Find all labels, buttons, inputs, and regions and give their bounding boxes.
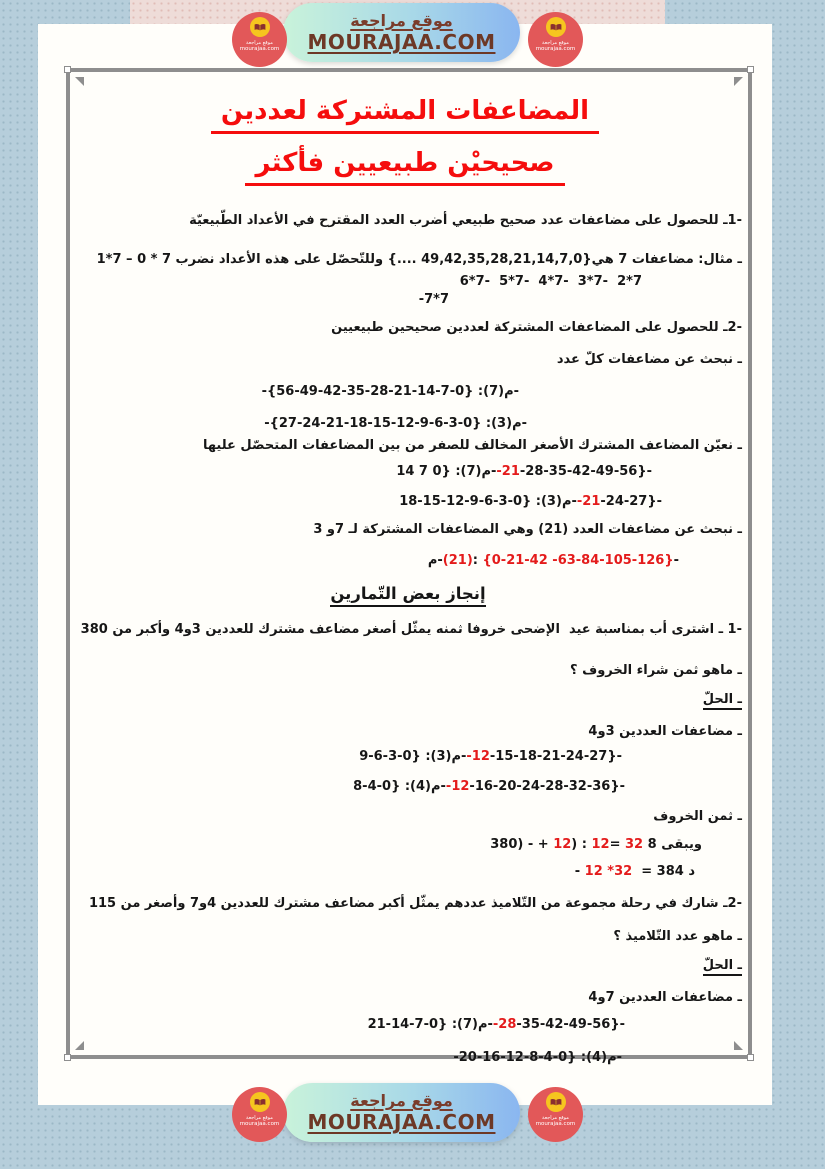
logo-text-domain: mourajaa.com (535, 46, 576, 52)
text-segment: 8-4-0} :(4)م- (353, 779, 446, 794)
site-domain: MOURAJAA.COM (307, 1110, 496, 1134)
text-segment: {.... 49,42,35,28,21,14,7,0} (383, 252, 592, 267)
text-segment: إنجاز بعض التّمارين (330, 584, 485, 607)
site-logo[interactable] (232, 12, 287, 67)
document-title-line1 (38, 96, 772, 134)
doc-line (74, 382, 742, 402)
text-segment: ـ ثمن الخروف (653, 809, 742, 824)
doc-line (74, 414, 742, 434)
text-segment: - (574, 864, 585, 879)
text-segment: 12 (553, 837, 572, 852)
text-segment: -35-42-49-56}- (516, 1017, 625, 1032)
text-segment: ويبقى (661, 837, 702, 852)
frame-corner-notch (64, 66, 71, 73)
text-segment: ـ نبحث عن مضاعفات العدد (21) وهي المضاعفات المشتركة لـ 7و 3 (313, 522, 742, 537)
doc-line (74, 807, 742, 827)
text-segment: = 384 (632, 864, 689, 879)
doc-line (74, 581, 742, 607)
doc-line (74, 620, 742, 640)
text-segment: 18-15-12-9-6-3-0} :(3)م- (399, 494, 577, 509)
logo-text-ar: موقع مراجعة (542, 1115, 569, 1121)
text-segment: 21-14-7-0} :(7)م- (367, 1017, 493, 1032)
logo-text-domain: mourajaa.com (239, 1121, 280, 1127)
site-logo[interactable] (528, 12, 583, 67)
doc-line (74, 1015, 742, 1035)
text-segment: -2ـ للحصول على المضاعفات المشتركة لعددين صحيحين طبيعيين (331, 320, 742, 335)
text-segment: -16-20-24-28-32-36}- (469, 779, 625, 794)
doc-line (74, 250, 742, 270)
text-segment: -2ـ شارك في رحلة مجموعة من التّلاميذ عددهم يمثّل أكبر مضاعف مشترك للعددين 4و7 وأصغر من 115 (88, 896, 742, 911)
text-segment: -15-18-21-24-27}- (489, 749, 622, 764)
text-segment: ـ مضاعفات العددين 3و4 (588, 724, 742, 739)
text-segment: ـ ماهو عدد التّلاميذ ؟ (613, 929, 742, 944)
text-segment: -21 (576, 494, 601, 509)
text-segment: 9-6-3-0} :(3)م- (359, 749, 467, 764)
frame-corner-ornament (734, 77, 743, 86)
doc-line (74, 436, 742, 456)
text-segment: {0-21-42 -63-84-105-126} (482, 553, 674, 568)
text-segment: -12 (466, 749, 490, 764)
text-segment: -28-35-42-49-56}- (519, 464, 652, 479)
doc-line (74, 690, 742, 710)
doc-line (74, 551, 742, 571)
logo-text-domain: mourajaa.com (535, 1121, 576, 1127)
text-segment: -24-27}- (600, 494, 662, 509)
doc-line (74, 777, 742, 797)
doc-line (74, 722, 742, 742)
title-text: المضاعفات المشتركة لعددين (211, 96, 599, 134)
frame-corner-notch (64, 1054, 71, 1061)
title-text: صحيحيْن طبيعيين فأكثر (245, 148, 564, 186)
text-segment: ـ نبحث عن مضاعفات كلّ عدد (556, 352, 742, 367)
frame-corner-notch (747, 1054, 754, 1061)
doc-line (74, 492, 742, 512)
doc-line (74, 956, 742, 976)
doc-line (74, 1048, 742, 1068)
text-segment: وللتّحصّل على هذه الأعداد نضرب (175, 252, 384, 267)
text-segment: -{56-49-42-35-28-21-14-7-0} :(7)م- (261, 384, 519, 399)
open-book-icon (250, 1092, 270, 1112)
logo-text-ar: موقع مراجعة (246, 40, 273, 46)
text-segment: ـ الحلّ (703, 692, 742, 710)
open-book-icon (546, 1092, 566, 1112)
text-segment: 1*7 – 0 * 7 (96, 252, 176, 267)
text-segment: (21) (442, 553, 473, 568)
text-segment: م- (427, 553, 443, 568)
site-name-arabic: موقع مراجعة (350, 11, 453, 30)
text-segment: -28 (492, 1017, 517, 1032)
text-segment: 14 7 0} :(7)م- (396, 464, 497, 479)
open-book-icon (250, 17, 270, 37)
doc-line (74, 350, 742, 370)
text-segment: ـ مثال: مضاعفات 7 هي (591, 252, 742, 267)
doc-line (74, 661, 742, 681)
text-segment: ـ الحلّ (703, 958, 742, 976)
document-title-line2 (38, 148, 772, 186)
text-segment: -{27-24-21-18-15-12-9-6-3-0} :(3)م- (264, 416, 527, 431)
doc-line (74, 520, 742, 540)
doc-line (74, 211, 742, 231)
document-page (38, 24, 772, 1105)
frame-corner-notch (747, 66, 754, 73)
doc-line (74, 835, 742, 855)
doc-line (74, 894, 742, 914)
text-segment: -12 (445, 779, 470, 794)
site-domain: MOURAJAA.COM (307, 30, 496, 54)
text-segment: د (688, 864, 695, 879)
site-logo[interactable] (232, 1087, 287, 1142)
text-segment: 32 (625, 837, 644, 852)
text-segment: -20-16-12-8-4-0} :(4)م- (453, 1050, 622, 1065)
text-segment: 380) - + (490, 837, 554, 852)
frame-corner-ornament (75, 77, 84, 86)
text-segment: ـ مضاعفات العددين 7و4 (588, 990, 742, 1005)
site-logo[interactable] (528, 1087, 583, 1142)
doc-lines (74, 211, 742, 1068)
doc-line (74, 272, 742, 292)
text-segment: ـ نعيّن المضاعف المشترك الأصغر المخالف للصفر من بين المضاعفات المتحصّل عليها (202, 438, 742, 453)
doc-line (74, 927, 742, 947)
site-name-arabic: موقع مراجعة (350, 1091, 453, 1110)
text-segment: -7*7 (418, 292, 449, 307)
logo-text-domain: mourajaa.com (239, 46, 280, 52)
text-segment: - (673, 553, 679, 568)
logo-text-ar: موقع مراجعة (542, 40, 569, 46)
text-segment: ـ ماهو ثمن شراء الخروف ؟ (570, 663, 742, 678)
doc-line (74, 318, 742, 338)
doc-line (74, 988, 742, 1008)
text-segment: -21 (496, 464, 520, 479)
text-segment: 12 *32 (584, 864, 633, 879)
text-segment: : (472, 553, 483, 568)
doc-line (74, 290, 742, 310)
text-segment: 8 (643, 837, 662, 852)
text-segment: 6*7- 5*7- 4*7- 3*7- 2*7 (459, 274, 642, 289)
text-segment: = (609, 837, 626, 852)
logo-text-ar: موقع مراجعة (246, 1115, 273, 1121)
doc-line (74, 747, 742, 767)
site-link-pill[interactable] (283, 1083, 520, 1142)
text-segment: -1 ـ اشترى أب بمناسبة عيد الإضحى خروفا ثمنه يمثّل أصغر مضاعف مشترك للعددين 3و4 وأكبر من 380 (80, 622, 742, 637)
text-segment: ) : (571, 837, 592, 852)
text-segment: -1ـ للحصول على مضاعفات عدد صحيح طبيعي أضرب العدد المقترح في الأعداد الطّبيعيّة (189, 213, 742, 228)
text-segment: 12 (591, 837, 610, 852)
doc-line (74, 462, 742, 482)
site-link-pill[interactable] (283, 3, 520, 62)
doc-line (74, 862, 742, 882)
open-book-icon (546, 17, 566, 37)
